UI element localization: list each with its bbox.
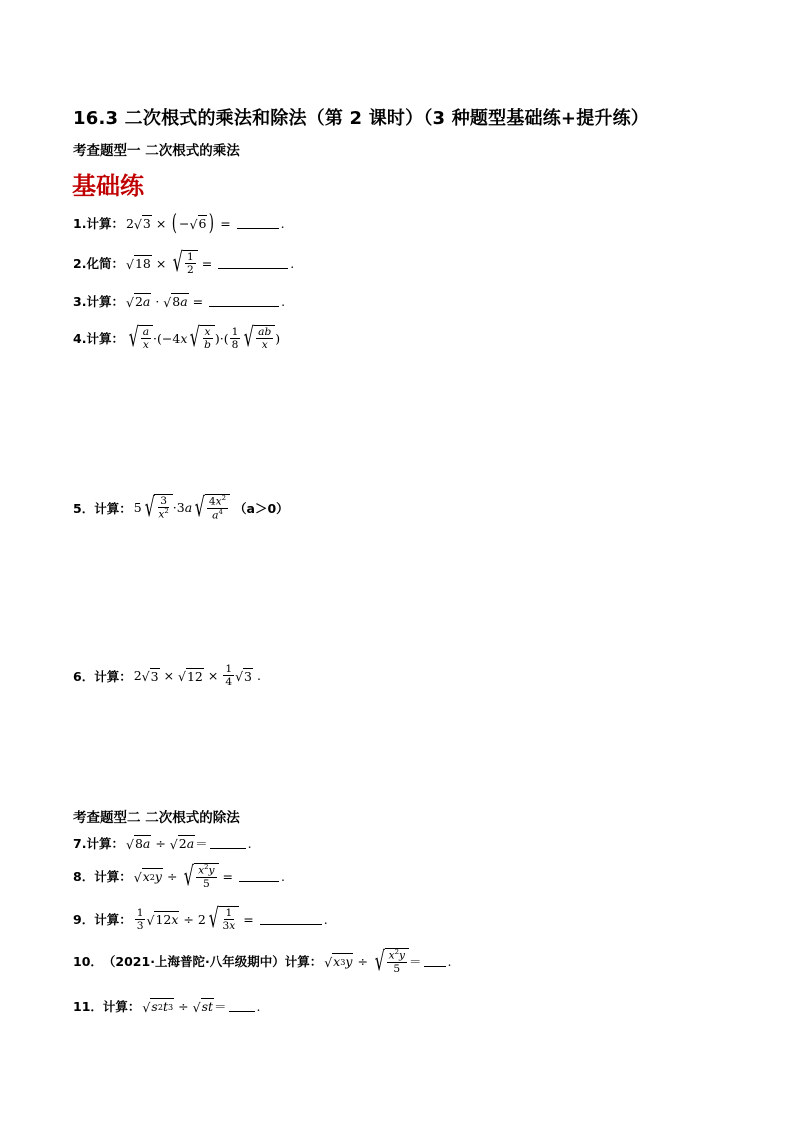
question-5: 5． 计算： 5 √ $\frac{3}{x^2}$ ·3 a √ $\frac{4x^2}{a^4}$ （a＞0） [73, 492, 289, 524]
math-expression: 2 √ 3 × √ 12 × $\frac{1}{4}$ √ 3 . [133, 662, 261, 689]
page-title: 16.3 二次根式的乘法和除法（第 2 课时）（3 种题型基础练+提升练） [73, 108, 650, 129]
answer-blank[interactable] [237, 217, 279, 229]
math-expression: √ x 2 y ÷ √ $\frac{x^2y}{5}$ = . [133, 861, 285, 892]
question-8: 8． 计算： √ x 2 y ÷ √ $\frac{x^2y}{5}$ = . [73, 861, 285, 892]
question-2: 2. 化简： √ 18 × √ $\frac{1}{2}$ = . [73, 248, 295, 279]
answer-blank[interactable] [424, 955, 446, 967]
math-expression: 5 √ $\frac{3}{x^2}$ ·3 a √ $\frac{4x^2}{a^4}$ [134, 494, 230, 522]
math-expression: √ 2 a · √ 8 a = . [125, 293, 286, 310]
math-expression: √ 18 × √ $\frac{1}{2}$ = . [125, 248, 295, 279]
math-expression: √ $\frac{a}{x}$ ·(−4 x √ $\frac{x}{b}$ )·( $\frac{1}{8}$ √ $\frac{ab}{x}$ ) [128, 323, 281, 354]
question-7: 7. 计算： √ 8 a ÷ √ 2 a ＝ . [73, 835, 252, 852]
math-expression: √ 8 a ÷ √ 2 a ＝ . [125, 835, 252, 852]
answer-blank[interactable] [218, 257, 288, 269]
answer-blank[interactable] [210, 837, 246, 849]
question-9: 9． 计算： $\frac{1}{3}$ √ 12 x ÷ 2 √ $\frac{1}{3x}$ = . [73, 904, 328, 935]
question-11: 11． 计算： √ s 2 t 3 ÷ √ st ＝ . [73, 998, 261, 1015]
question-4: 4. 计算： √ $\frac{a}{x}$ ·(−4 x √ $\frac{x}{b}$ )·( $\frac{1}{8}$ √ $\frac{ab}{x}$ ) [73, 323, 281, 354]
section-heading-division: 考查题型二 二次根式的除法 [73, 810, 240, 826]
section-heading-multiplication: 考查题型一 二次根式的乘法 [73, 143, 240, 159]
answer-blank[interactable] [260, 913, 322, 925]
answer-blank[interactable] [239, 870, 279, 882]
math-expression: √ s 2 t 3 ÷ √ st ＝ . [142, 998, 261, 1015]
math-expression: √ x 3 y ÷ √ $\frac{x^2y}{5}$ ＝ . [324, 946, 452, 977]
answer-blank[interactable] [209, 295, 279, 307]
question-10: 10． （2021·上海普陀·八年级期中）计算： √ x 3 y ÷ √ $\frac{x^2y}{5}$ ＝ . [73, 946, 452, 977]
question-3: 3. 计算： √ 2 a · √ 8 a = . [73, 293, 286, 310]
math-expression: 2 √ 3 × ( − √ 6 ) = . [125, 210, 285, 236]
basic-practice-label: 基础练 [72, 171, 144, 200]
question-1: 1. 计算： 2 √ 3 × ( − √ 6 ) = . [73, 210, 285, 236]
answer-blank[interactable] [229, 1000, 255, 1012]
question-6: 6． 计算： 2 √ 3 × √ 12 × $\frac{1}{4}$ √ 3 . [73, 662, 261, 689]
math-expression: $\frac{1}{3}$ √ 12 x ÷ 2 √ $\frac{1}{3x}$ = . [136, 904, 328, 935]
